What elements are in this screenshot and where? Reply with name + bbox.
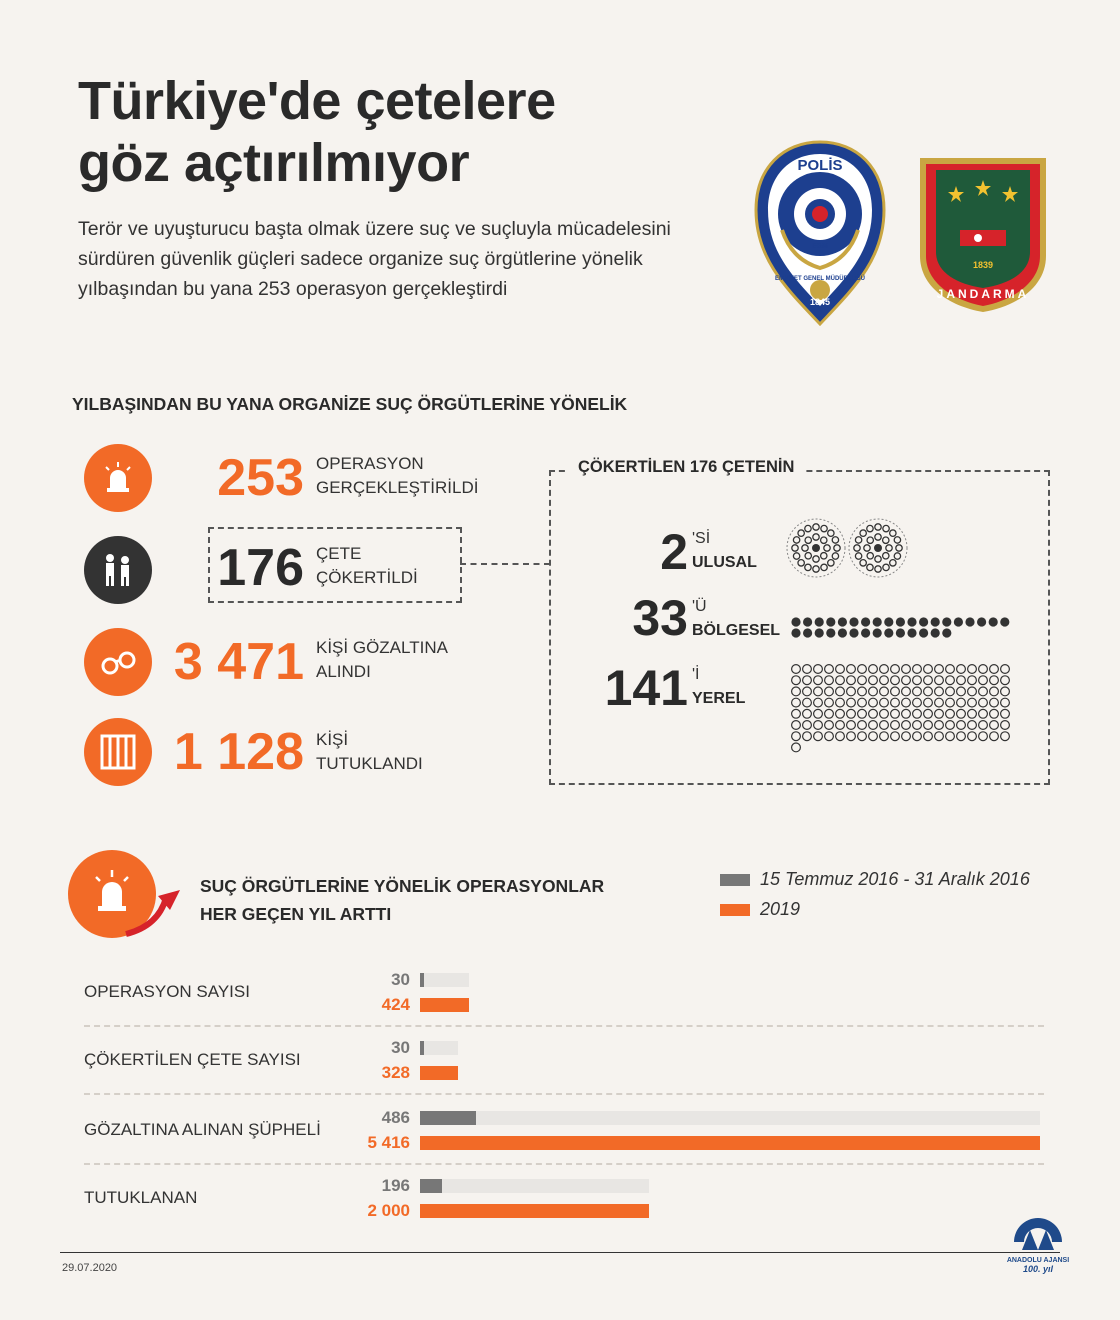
category-label: GÖZALTINA ALINAN ŞÜPHELİ <box>84 1120 321 1139</box>
title-line-2: göz açtırılmıyor <box>78 133 470 193</box>
row-separator <box>84 1025 1044 1027</box>
gangs-local-number: 141 <box>604 660 688 716</box>
aa-logo <box>1006 1216 1070 1282</box>
gangs-national-label: ULUSAL <box>692 554 757 571</box>
chart-heading-line: HER GEÇEN YIL ARTTI <box>200 904 392 924</box>
jandarma-logo-year: 1839 <box>972 260 994 270</box>
footer-date: 29.07.2020 <box>62 1262 118 1274</box>
gangs-national-suffix: 'Sİ <box>692 530 711 547</box>
stat-label-line: KİŞİ GÖZALTINA <box>316 638 448 657</box>
bar-2019 <box>420 998 469 1012</box>
bar-label-2016: 196 <box>381 1176 410 1195</box>
bar-label-2016: 30 <box>391 1038 410 1057</box>
bar-label-2019: 5 416 <box>367 1133 410 1152</box>
footer-rule <box>60 1252 1060 1253</box>
jandarma-logo-name: JANDARMA <box>936 287 1030 301</box>
bar-label-2019: 2 000 <box>367 1201 410 1220</box>
stat-label-line: TUTUKLANDI <box>316 754 423 773</box>
gangs-national-number: 2 <box>660 524 688 580</box>
bar-track <box>420 1179 649 1193</box>
police-logo-center: EGM <box>812 243 828 250</box>
aa-logo-text: ANADOLU AJANSI <box>1006 1257 1070 1264</box>
stat-label-line: ÇETE <box>316 544 362 563</box>
gangs-regional-number: 33 <box>632 590 688 646</box>
bar-2016 <box>420 1111 476 1125</box>
stats-heading: YILBAŞINDAN BU YANA ORGANİZE SUÇ ÖRGÜTLERİNE YÖNELİK <box>72 394 628 414</box>
police-logo-ring: EMNİYET GENEL MÜDÜRLÜĞÜ <box>775 276 865 282</box>
intro-text: Terör ve uyuşturucu başta olmak üzere suç ve suçluyla mücadelesini sürdüren güvenlik güçleri sadece organize suç örgütlerine yönelik yılbaşından bu yana 253 operasyon gerçekleştirdi <box>78 218 671 300</box>
category-label: OPERASYON SAYISI <box>84 982 250 1001</box>
bar-2019 <box>420 1066 458 1080</box>
legend-label-2019: 2019 <box>760 899 801 919</box>
chart-heading-line: SUÇ ÖRGÜTLERİNE YÖNELİK OPERASYONLAR <box>200 876 605 896</box>
stat-number-operations: 253 <box>217 449 304 507</box>
legend-label-2016: 15 Temmuz 2016 - 31 Aralık 2016 <box>760 869 1030 889</box>
bar-2016 <box>420 973 424 987</box>
stat-number-gangs: 176 <box>217 539 304 597</box>
stat-label-line: KİŞİ <box>316 730 349 749</box>
bar-2016 <box>420 1041 424 1055</box>
stat-label-line: ALINDI <box>316 662 371 681</box>
bar-label-2019: 424 <box>381 995 410 1014</box>
bar-track <box>420 973 469 987</box>
bar-2019 <box>420 1204 649 1218</box>
bar-label-2019: 328 <box>381 1063 410 1082</box>
gangs-local-suffix: 'İ <box>692 666 700 683</box>
title-line-1: Türkiye'de çetelere <box>78 71 556 131</box>
police-logo-year: 1845 <box>809 297 831 307</box>
gangs-local-label: YEREL <box>692 690 746 707</box>
bar-track <box>420 1041 458 1055</box>
aa-anniversary: 100. yıl <box>1022 1264 1054 1274</box>
bar-track <box>420 1111 1040 1125</box>
category-label: TUTUKLANAN <box>84 1188 198 1207</box>
stat-number-detained: 3 471 <box>173 633 304 691</box>
bar-2016 <box>420 1179 442 1193</box>
gangs-regional-label: BÖLGESEL <box>692 622 781 639</box>
stat-number-arrested: 1 128 <box>173 723 304 781</box>
gangs-regional-suffix: 'Ü <box>692 598 707 615</box>
stat-label-line: OPERASYON <box>316 454 424 473</box>
row-separator <box>84 1163 1044 1165</box>
stat-label-line: GERÇEKLEŞTİRİLDİ <box>316 478 479 497</box>
row-separator <box>84 1093 1044 1095</box>
gangs-breakdown-heading: ÇÖKERTİLEN 176 ÇETENİN <box>566 458 806 477</box>
category-label: ÇÖKERTİLEN ÇETE SAYISI <box>84 1050 301 1069</box>
bar-2019 <box>420 1136 1040 1150</box>
aa-logo-icon <box>1010 1216 1066 1252</box>
stat-label-line: ÇÖKERTİLDİ <box>316 568 418 587</box>
bar-label-2016: 486 <box>381 1108 410 1127</box>
police-logo-top: POLİS <box>797 157 843 174</box>
bar-label-2016: 30 <box>391 970 410 989</box>
